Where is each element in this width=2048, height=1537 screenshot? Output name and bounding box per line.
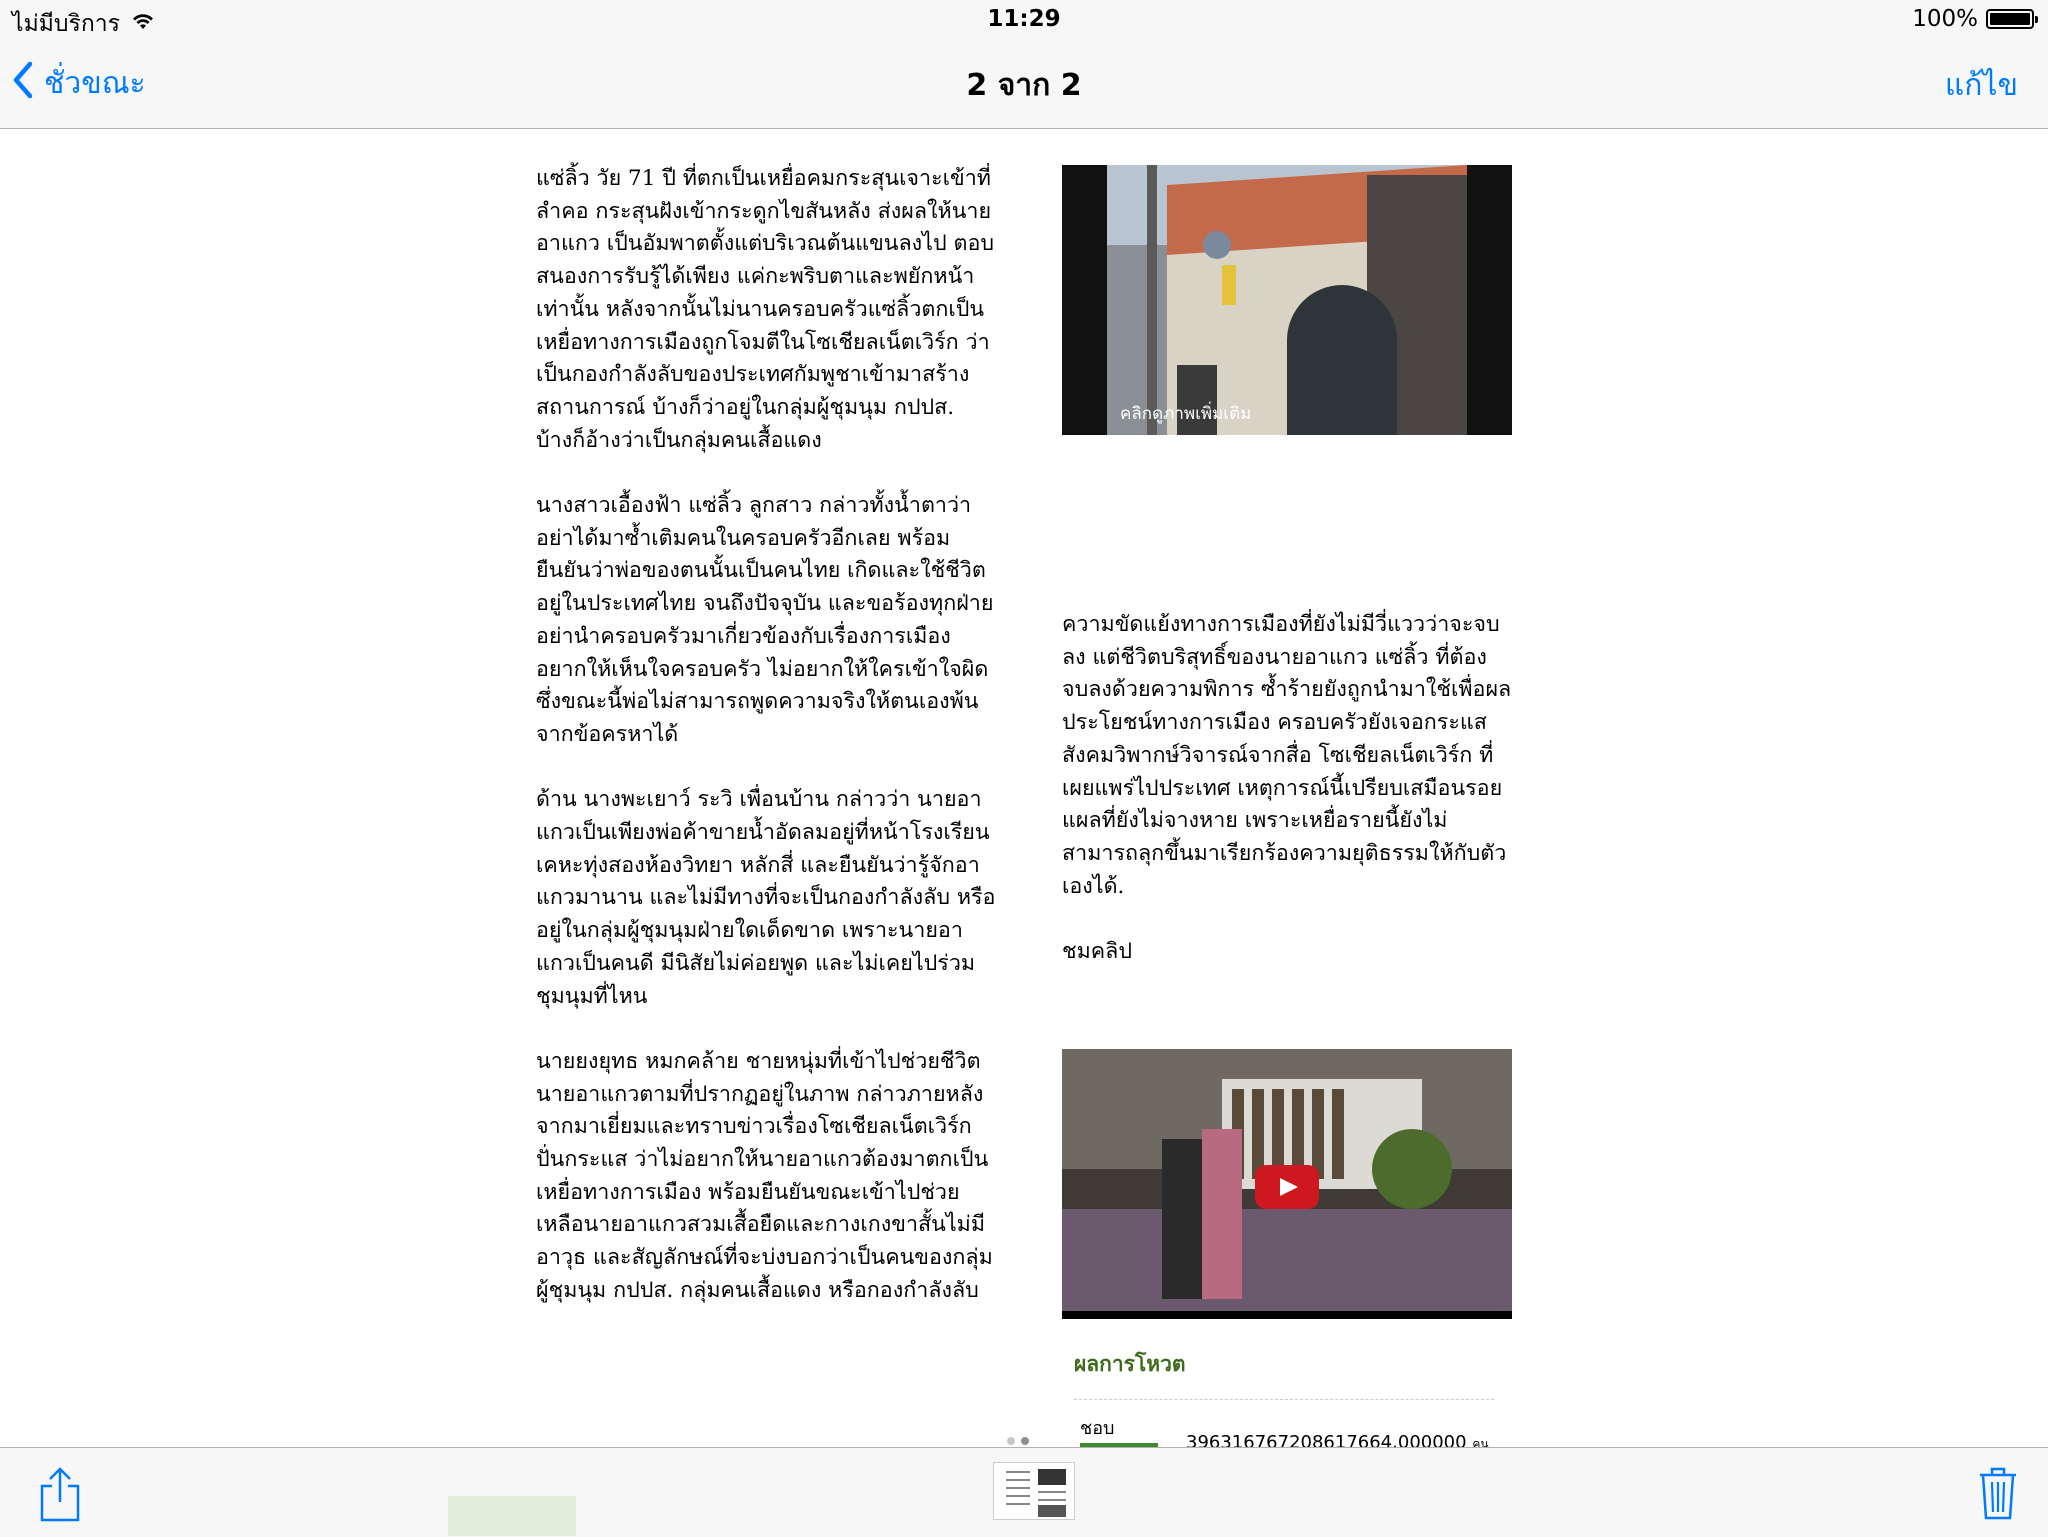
page-indicator xyxy=(1007,1437,1029,1445)
article-left-column xyxy=(536,163,996,1340)
back-button-label: ชั่วขณะ xyxy=(44,66,146,101)
article-right-column xyxy=(1062,165,1512,1447)
edit-button[interactable]: แก้ไข xyxy=(1944,68,2018,103)
article-paragraph: นายยงยุทธ หมกคล้าย ชายหนุ่มที่เข้าไปช่วยชีวิตนายอาแกวตามที่ปรากฏอยู่ในภาพ กล่าวภายหลังจากมาเยี่ยมและทราบข่าวเรื่องโซเชียลเน็ตเวิร์กปั่นกระแส ว่าไม่อยากให้นายอาแกวต้องมาตกเป็นเหยื่อทางการเมือง พร้อมยืนยันขณะเข้าไปช่วยเหลือนายอาแกวสวมเสื้อยืดและกางเกงขาสั้นไม่มีอาวุธ และสัญลักษณ์ที่จะบ่งบอกว่าเป็นคนของกลุ่มผู้ชุมนุม กปปส. กลุ่มคนเสื้อแดง หรือกองกำลังลับ xyxy=(536,1048,993,1303)
thumb-line xyxy=(1038,1491,1066,1493)
photo-caption[interactable]: คลิกดูภาพเพิ่มเติม xyxy=(1120,404,1252,425)
thumb-line xyxy=(1038,1499,1066,1501)
poll-unit: คน xyxy=(1472,1437,1489,1447)
clock: 11:29 xyxy=(987,6,1061,32)
play-icon[interactable] xyxy=(1255,1165,1319,1209)
thumb-line xyxy=(1006,1471,1030,1473)
share-button[interactable] xyxy=(38,1466,82,1526)
video-thumbnail[interactable] xyxy=(1062,1049,1512,1319)
thumb-photo xyxy=(1038,1469,1066,1485)
article-paragraph: ด้าน นางพะเยาว์ ระวิ เพื่อนบ้าน กล่าวว่า นายอาแกวเป็นเพียงพ่อค้าขายน้ำอัดลมอยู่ที่หน้าโรงเรียน เคหะทุ่งสองห้องวิทยา หลักสี่ และยืนยันว่ารู้จักอาแกวมานาน และไม่มีทางที่จะเป็นกองกำลังลับ หรืออยู่ในกลุ่มผู้ชุมนุมฝ่ายใดเด็ดขาด เพราะนายอาแกวเป็นคนดี มีนิสัยไม่ค่อยพูด และไม่เคยไปร่วมชุมนุมที่ไหน xyxy=(536,787,996,1009)
trash-icon xyxy=(1978,1505,2018,1524)
status-bar xyxy=(0,0,2048,40)
article-paragraph: ความขัดแย้งทางการเมืองที่ยังไม่มีวี่แววว่าจะจบลง แต่ชีวิตบริสุทธิ์ของนายอาแกว แซ่ลิ้ว ที่ต้องจบลงด้วยความพิการ ซ้ำร้ายยังถูกนำมาใช้เพื่อผลประโยชน์ทางการเมือง ครอบครัวยังเจอกระแสสังคมวิพากษ์วิจารณ์จากสื่อ โซเชียลเน็ตเวิร์ก ที่เผยแพร่ไปประเทศ เหตุการณ์นี้เปรียบเสมือนรอยแผลที่ยังไม่จางหาย เพราะเหยื่อรายนี้ยังไม่สามารถลุกขึ้นมาเรียกร้องความยุติธรรมให้กับตัวเองได้. xyxy=(1062,612,1512,899)
battery-info xyxy=(1912,6,2034,32)
screenshot-image[interactable] xyxy=(0,129,2048,1447)
article-paragraph: แซ่ลิ้ว วัย 71 ปี ที่ตกเป็นเหยื่อคมกระสุนเจาะเข้าที่ลำคอ กระสุนฝังเข้ากระดูกไขสันหลัง ส่งผลให้นายอาแกว เป็นอัมพาตตั้งแต่บริเวณต้นแขนลงไป ตอบสนองการรับรู้ได้เพียง แค่กะพริบตาและพยักหน้าเท่านั้น หลังจากนั้นไม่นานครอบครัวแซ่ลิ้วตกเป็นเหยื่อทางการเมืองถูกโจมตีในโซเชียลเน็ตเวิร์ก ว่าเป็นกองกำลังลับของประเทศกัมพูชาเข้ามาสร้างสถานการณ์ บ้างก็ว่าอยู่ในกลุ่มผู้ชุมนุม กปปส. บ้างก็อ้างว่าเป็นกลุ่มคนเสื้อแดง xyxy=(536,166,994,453)
thumb-video xyxy=(1038,1505,1066,1517)
navigation-bar xyxy=(0,40,2048,129)
thumb-line xyxy=(1006,1487,1030,1489)
article-right-text xyxy=(1062,609,1512,1001)
article-photo[interactable] xyxy=(1062,165,1512,435)
watch-clip-label: ชมคลิป xyxy=(1062,939,1132,965)
poll-option-label: ชอบ xyxy=(1080,1418,1115,1439)
poll-count: 396316767208617664.000000 xyxy=(1186,1432,1467,1447)
thumbnail-strip[interactable] xyxy=(993,1462,1075,1520)
thumb-line xyxy=(1006,1479,1030,1481)
share-icon xyxy=(38,1507,82,1526)
poll-value xyxy=(1186,1427,1489,1447)
page-title: 2 จาก 2 xyxy=(966,68,1082,103)
carrier-label: ไม่มีบริการ xyxy=(12,11,121,37)
battery-icon xyxy=(1986,9,2034,29)
delete-button[interactable] xyxy=(1978,1466,2018,1524)
poll-title: ผลการโหวต xyxy=(1074,1352,1186,1376)
thumb-line xyxy=(1006,1495,1030,1497)
page-dot-active xyxy=(1021,1437,1029,1445)
poll-divider xyxy=(1074,1399,1494,1400)
building-photo xyxy=(1107,165,1467,435)
thumb-line xyxy=(1006,1503,1030,1505)
article-paragraph: นางสาวเอื้องฟ้า แซ่ลิ้ว ลูกสาว กล่าวทั้งน้ำตาว่า อย่าได้มาซ้ำเติมคนในครอบครัวอีกเลย พร้อมยืนยันว่าพ่อของตนนั้นเป็นคนไทย เกิดและใช้ชีวิตอยู่ในประเทศไทย จนถึงปัจจุบัน และขอร้องทุกฝ่ายอย่านำครอบครัวมาเกี่ยวข้องกับเรื่องการเมือง อยากให้เห็นใจครอบครัว ไม่อยากให้ใครเข้าใจผิด ซึ่งขณะนี้พ่อไม่สามารถพูดความจริงให้ตนเองพ้นจากข้อครหาได้ xyxy=(536,493,994,747)
background-overlay xyxy=(448,1496,576,1536)
battery-percent: 100% xyxy=(1912,6,1978,32)
page-dot xyxy=(1007,1437,1015,1445)
